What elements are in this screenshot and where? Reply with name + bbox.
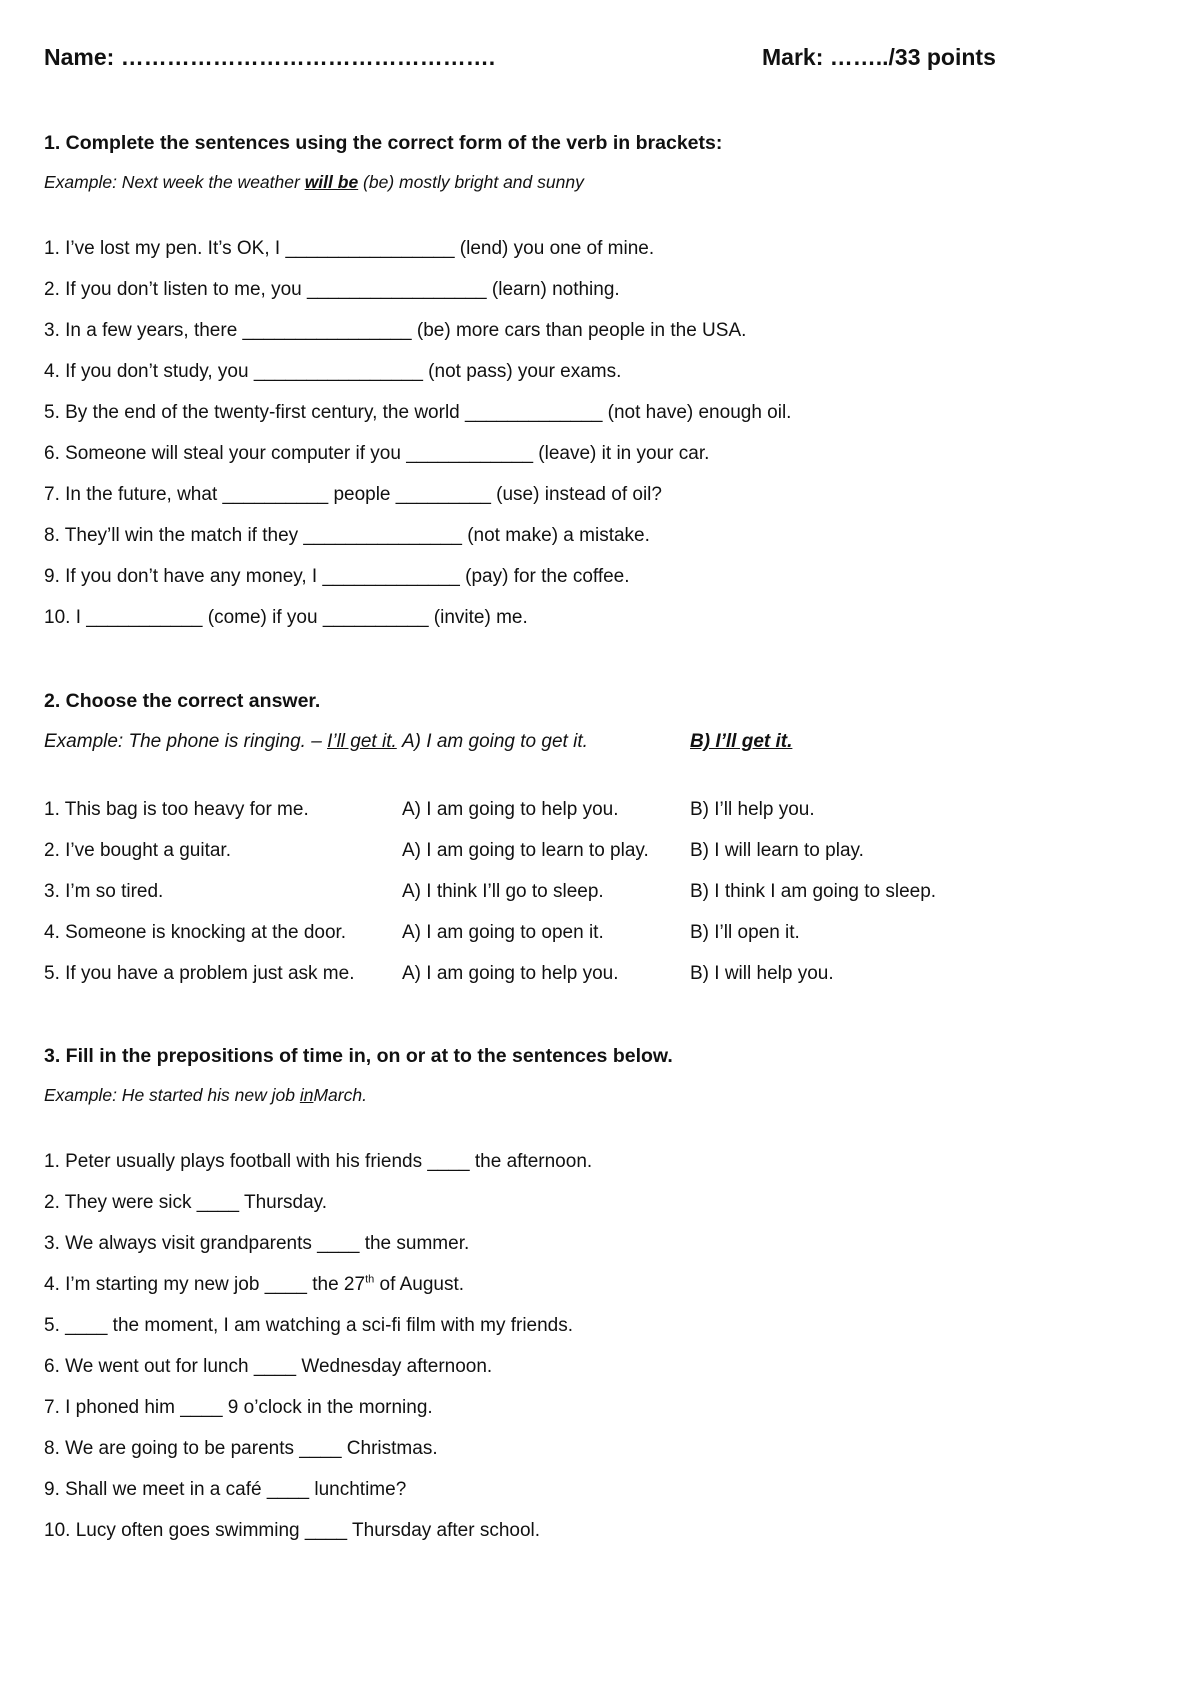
exercise1-item: 1. I’ve lost my pen. It’s OK, I ________________ (lend) you one of mine.	[44, 238, 655, 259]
example-text: Example: He started his new job	[44, 1085, 300, 1105]
section3-example	[44, 1083, 367, 1107]
item-text: of August.	[374, 1274, 465, 1295]
section2-heading: 2. Choose the correct answer.	[44, 690, 321, 712]
section1-heading: 1. Complete the sentences using the correct form of the verb in brackets:	[44, 132, 723, 154]
exercise1-item: 5. By the end of the twenty-first century, the world _____________ (not have) enough oil.	[44, 402, 792, 423]
exercise2-option-a: A) I am going to open it.	[402, 922, 604, 943]
exercise1-item: 4. If you don’t study, you ________________ (not pass) your exams.	[44, 361, 622, 382]
exercise1-item: 6. Someone will steal your computer if you ____________ (leave) it in your car.	[44, 443, 710, 464]
exercise3-item: 9. Shall we meet in a café ____ lunchtime?	[44, 1479, 407, 1500]
exercise3-item: 6. We went out for lunch ____ Wednesday afternoon.	[44, 1356, 493, 1377]
exercise2-option-b: B) I’ll open it.	[690, 922, 800, 943]
exercise2-question: 3. I’m so tired.	[44, 881, 164, 902]
exercise2-option-a: A) I think I’ll go to sleep.	[402, 881, 604, 902]
section2-example-option-a: A) I am going to get it.	[402, 731, 588, 752]
exercise1-item: 8. They’ll win the match if they _______________ (not make) a mistake.	[44, 525, 650, 546]
exercise3-item: 2. They were sick ____ Thursday.	[44, 1192, 328, 1213]
section3-heading: 3. Fill in the prepositions of time in, on or at to the sentences below.	[44, 1045, 673, 1067]
exercise2-question: 1. This bag is too heavy for me.	[44, 799, 309, 820]
exercise3-item: 5. ____ the moment, I am watching a sci-fi film with my friends.	[44, 1315, 574, 1336]
section2-example-question	[44, 730, 397, 754]
exercise2-question: 5. If you have a problem just ask me.	[44, 963, 355, 984]
example-text: (be) mostly bright and sunny	[358, 172, 584, 192]
ordinal-superscript: th	[365, 1273, 375, 1286]
item-text: 4. I’m starting my new job ____ the 27	[44, 1274, 366, 1295]
exercise3-item: 7. I phoned him ____ 9 o’clock in the morning.	[44, 1397, 433, 1418]
example-answer: I’ll get it.	[327, 731, 397, 752]
example-answer: in	[299, 1085, 314, 1105]
exercise1-item: 7. In the future, what __________ people _________ (use) instead of oil?	[44, 484, 662, 505]
exercise2-option-b: B) I’ll help you.	[690, 799, 815, 820]
name-field-label: Name: ………………………………………….	[44, 44, 496, 70]
example-text: Example: Next week the weather	[44, 172, 305, 192]
exercise2-option-a: A) I am going to learn to play.	[402, 840, 649, 861]
exercise3-item: 1. Peter usually plays football with his friends ____ the afternoon.	[44, 1151, 593, 1172]
exercise2-option-a: A) I am going to help you.	[402, 799, 619, 820]
section1-example	[44, 170, 584, 194]
section2-example-option-b: B) I’ll get it.	[690, 731, 793, 752]
exercise2-question: 4. Someone is knocking at the door.	[44, 922, 347, 943]
exercise3-item: 3. We always visit grandparents ____ the summer.	[44, 1233, 470, 1254]
mark-field-label: Mark: ……../33 points	[762, 44, 996, 70]
exercise3-item	[44, 1273, 464, 1297]
exercise1-item: 10. I ___________ (come) if you __________ (invite) me.	[44, 607, 528, 628]
exercise2-option-a: A) I am going to help you.	[402, 963, 619, 984]
exercise1-item: 3. In a few years, there ________________ (be) more cars than people in the USA.	[44, 320, 747, 341]
exercise2-option-b: B) I will help you.	[690, 963, 834, 984]
example-answer: will be	[304, 172, 359, 192]
exercise2-option-b: B) I think I am going to sleep.	[690, 881, 937, 902]
exercise1-item: 9. If you don’t have any money, I _____________ (pay) for the coffee.	[44, 566, 630, 587]
example-text: March.	[313, 1085, 367, 1105]
exercise2-option-b: B) I will learn to play.	[690, 840, 864, 861]
exercise1-item: 2. If you don’t listen to me, you _________________ (learn) nothing.	[44, 279, 620, 300]
exercise3-item: 10. Lucy often goes swimming ____ Thursday after school.	[44, 1520, 541, 1541]
exercise3-item: 8. We are going to be parents ____ Christmas.	[44, 1438, 438, 1459]
exercise2-question: 2. I’ve bought a guitar.	[44, 840, 231, 861]
example-text: Example: The phone is ringing. –	[44, 731, 328, 752]
